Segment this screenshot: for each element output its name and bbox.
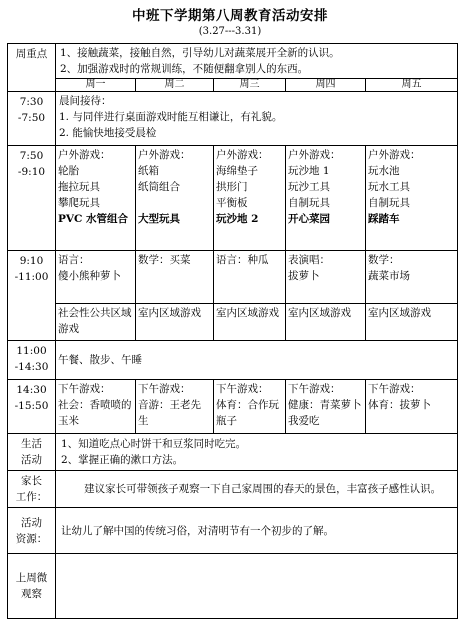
cell-line: 玩沙地 1 xyxy=(288,165,330,177)
cell-line: -9:10 xyxy=(17,166,46,178)
cell-line: 拱形门 xyxy=(216,181,248,193)
region-cell: 室内区域游戏 xyxy=(286,304,366,341)
morning-row xyxy=(8,92,458,146)
outdoor-cell xyxy=(366,146,458,251)
afternoon-cell xyxy=(286,380,366,434)
resources-label xyxy=(8,508,56,554)
cell-line: 拔萝卜 xyxy=(288,270,320,282)
time-slot xyxy=(8,380,56,434)
document-title: 中班下学期第八周教育活动安排 xyxy=(132,8,328,24)
life-row xyxy=(8,434,458,471)
time-slot xyxy=(8,341,56,380)
noon-row xyxy=(8,341,458,380)
region-cell: 室内区域游戏 xyxy=(136,304,214,341)
cell-line: 语言： xyxy=(58,254,90,266)
cell-line: 体育：拔萝卜 xyxy=(368,399,431,411)
afternoon-cell xyxy=(56,380,136,434)
outdoor-row xyxy=(8,146,458,251)
afternoon-cell xyxy=(366,380,458,434)
cell-line: 社会：香喷喷的玉米 xyxy=(58,399,132,427)
cell-line: -11:00 xyxy=(14,271,49,283)
lesson-cell xyxy=(286,251,366,304)
cell-line: 2. 能愉快地接受晨检 xyxy=(59,127,157,139)
cell-line: 下午游戏： xyxy=(58,383,111,395)
time-slot xyxy=(8,146,56,251)
focus-label: 周重点 xyxy=(8,44,56,92)
region-row xyxy=(8,304,458,341)
cell-line: 9:10 xyxy=(19,255,44,267)
cell-line: 活动 xyxy=(21,454,42,466)
last-week-label xyxy=(8,554,56,619)
cell-line: 玩水工具 xyxy=(368,181,410,193)
cell-line: -14:30 xyxy=(14,361,49,373)
cell-line: 工作： xyxy=(15,491,48,503)
cell-line: 7:30 xyxy=(19,96,44,108)
time-slot xyxy=(8,92,56,146)
cell-line: 蔬菜市场 xyxy=(368,270,410,282)
day-header: 周二 xyxy=(136,79,214,92)
outdoor-area: 大型玩具 xyxy=(138,213,180,225)
life-content xyxy=(56,434,458,471)
time-slot xyxy=(8,251,56,341)
cell-line: 纸筒组合 xyxy=(138,181,180,193)
lesson-row xyxy=(8,251,458,304)
region-cell: 室内区域游戏 xyxy=(366,304,458,341)
cell-line: -7:50 xyxy=(17,112,46,124)
afternoon-cell xyxy=(136,380,214,434)
cell-line: 数学：买菜 xyxy=(138,254,191,266)
cell-line: 音游：王老先生 xyxy=(138,399,201,427)
afternoon-cell xyxy=(214,380,286,434)
cell-line: 玩水池 xyxy=(368,165,400,177)
parents-label xyxy=(8,471,56,508)
last-week-row xyxy=(8,554,458,619)
cell-line: 玩沙工具 xyxy=(288,181,330,193)
cell-line: 户外游戏： xyxy=(138,149,191,161)
cell-line: 体育：合作玩瓶子 xyxy=(216,399,279,427)
cell-line: 家长 xyxy=(21,475,42,487)
cell-line: 户外游戏： xyxy=(58,149,111,161)
outdoor-area: 踩踏车 xyxy=(368,213,400,225)
resources-row xyxy=(8,508,458,554)
cell-line: 生活 xyxy=(21,438,42,450)
cell-line: 观察 xyxy=(21,588,42,600)
cell-line: 资源： xyxy=(15,532,48,545)
outdoor-cell xyxy=(214,146,286,251)
cell-line: 1、知道吃点心时饼干和豆浆同时吃完。 xyxy=(61,438,247,450)
cell-line: 户外游戏： xyxy=(368,149,421,161)
region-cell: 室内区域游戏 xyxy=(214,304,286,341)
day-header-row xyxy=(8,79,458,92)
resources-content: 让幼儿了解中国的传统习俗，对清明节有一个初步的了解。 xyxy=(56,508,458,554)
outdoor-area: PVC 水管组合 xyxy=(58,213,129,225)
cell-line: 自制玩具 xyxy=(288,197,330,209)
parents-row xyxy=(8,471,458,508)
cell-line: 轮胎 xyxy=(58,165,79,177)
cell-line: 晨间接待： xyxy=(59,95,112,107)
outdoor-area: 玩沙地 2 xyxy=(216,213,259,225)
day-header: 周三 xyxy=(214,79,286,92)
cell-line: 下午游戏： xyxy=(138,383,191,395)
parents-content: 建议家长可带领孩子观察一下自己家周围的春天的景色，丰富孩子感性认识。 xyxy=(56,471,458,508)
cell-line: 语言：种瓜 xyxy=(216,254,269,266)
focus-row xyxy=(8,44,458,79)
last-week-content xyxy=(56,554,458,619)
cell-line: -15:50 xyxy=(14,400,49,412)
day-header: 周一 xyxy=(56,79,136,92)
cell-line: 拖拉玩具 xyxy=(58,181,100,193)
afternoon-row xyxy=(8,380,458,434)
cell-line: 下午游戏： xyxy=(216,383,269,395)
outdoor-cell xyxy=(56,146,136,251)
cell-line: 平衡板 xyxy=(216,197,248,209)
focus-content xyxy=(56,44,458,79)
cell-line: 7:50 xyxy=(19,150,44,162)
cell-line: 户外游戏： xyxy=(216,149,269,161)
lesson-cell xyxy=(214,251,286,304)
cell-line: 上周微 xyxy=(15,572,48,584)
cell-line: 健康：青菜萝卜我爱吃 xyxy=(288,399,362,427)
focus-item: 1、接触蔬菜，接触自然，引导幼儿对蔬菜展开全新的认识。 xyxy=(60,47,340,59)
day-header: 周五 xyxy=(366,79,458,92)
cell-line: 活动 xyxy=(21,516,42,529)
cell-line: 海绵垫子 xyxy=(216,165,258,177)
date-range: (3.27---3.31) xyxy=(198,26,262,37)
cell-line: 2、掌握正确的漱口方法。 xyxy=(61,454,184,466)
cell-line: 数学： xyxy=(368,254,400,266)
cell-line: 表演唱： xyxy=(288,254,330,266)
cell-line: 14:30 xyxy=(16,384,47,396)
day-header: 周四 xyxy=(286,79,366,92)
outdoor-cell xyxy=(136,146,214,251)
cell-line: 11:00 xyxy=(16,345,47,357)
region-cell: 社会性公共区域游戏 xyxy=(56,304,136,341)
cell-line: 攀爬玩具 xyxy=(58,197,100,209)
cell-line: 纸箱 xyxy=(138,165,159,177)
noon-content: 午餐、散步、午睡 xyxy=(56,341,458,380)
morning-content xyxy=(56,92,458,146)
cell-line: 1. 与同伴进行桌面游戏时能互相谦让，有礼貌。 xyxy=(59,111,283,123)
cell-line: 下午游戏： xyxy=(368,383,421,395)
lesson-cell xyxy=(136,251,214,304)
lesson-cell xyxy=(366,251,458,304)
outdoor-cell xyxy=(286,146,366,251)
outdoor-area: 开心菜园 xyxy=(288,213,330,225)
schedule-table xyxy=(7,43,458,619)
cell-line: 自制玩具 xyxy=(368,197,410,209)
lesson-cell xyxy=(56,251,136,304)
cell-line: 户外游戏： xyxy=(288,149,341,161)
focus-item: 2、加强游戏时的常规训练，不随便翻拿别人的东西。 xyxy=(60,63,309,75)
cell-line: 傻小熊种萝卜 xyxy=(58,270,121,282)
cell-line: 下午游戏： xyxy=(288,383,341,395)
life-label xyxy=(8,434,56,471)
